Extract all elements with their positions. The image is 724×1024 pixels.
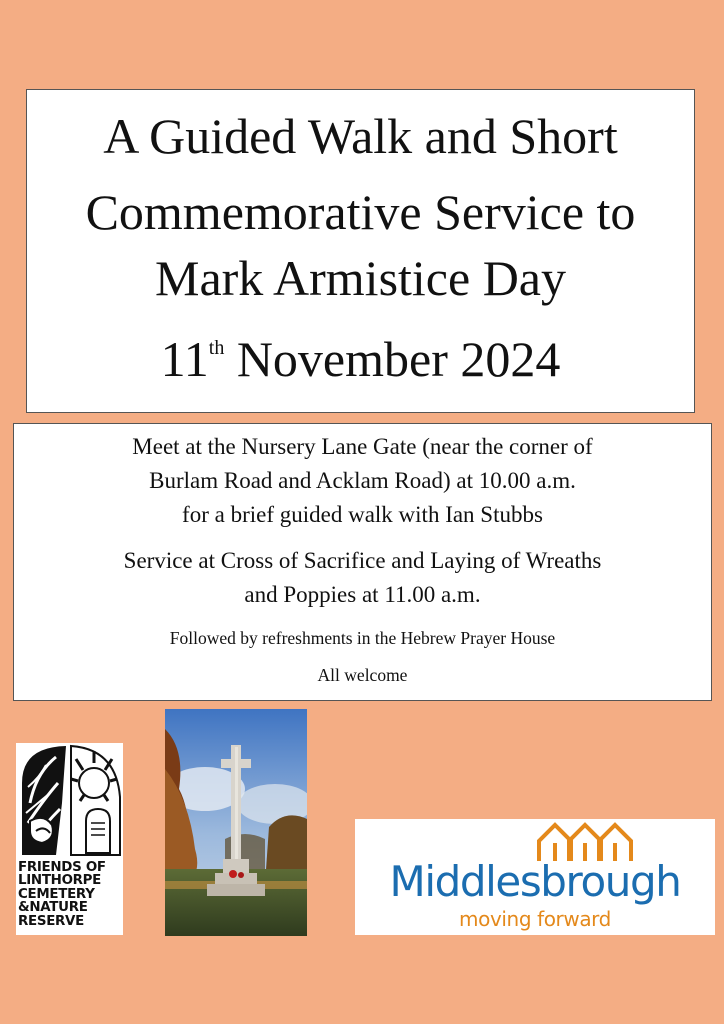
title-line-1: A Guided Walk and Short [103,108,618,164]
friends-logo-line: CEMETERY [18,886,95,902]
friends-logo-line: &NATURE [18,900,88,916]
friends-logo-line: RESERVE [18,913,84,929]
refreshments-note: Followed by refreshments in the Hebrew Prayer House [169,628,556,648]
meet-line-1: Meet at the Nursery Lane Gate (near the corner of [132,434,593,459]
title-line-3: Mark Armistice Day [154,250,566,306]
title-box [26,89,695,413]
date-suffix: th [208,337,225,359]
event-date [27,331,694,387]
meet-line-2: Burlam Road and Acklam Road) at 10.00 a.m. [149,468,576,493]
middlesbrough-council-logo [355,819,715,935]
welcome-note: All welcome [317,665,408,685]
friends-of-linthorpe-cemetery-logo [16,743,123,935]
tree-sun-icon [16,743,123,863]
meet-line-3: for a brief guided walk with Ian Stubbs [182,502,543,527]
friends-logo-line: LINTHORPE [18,873,102,889]
council-tagline: moving forward [459,907,611,931]
friends-logo-line: FRIENDS OF [18,860,106,875]
service-line-2: and Poppies at 11.00 a.m. [244,582,481,607]
cross-of-sacrifice-photo [165,709,307,936]
friends-logo-text [18,861,121,928]
council-name: Middlesbrough [389,857,681,906]
title-line-2: Commemorative Service to [85,184,636,240]
date-month-year: November 2024 [224,331,561,387]
date-day: 11 [160,331,209,387]
details-box [13,423,712,701]
service-line-1: Service at Cross of Sacrifice and Laying of Wreaths [123,548,602,573]
